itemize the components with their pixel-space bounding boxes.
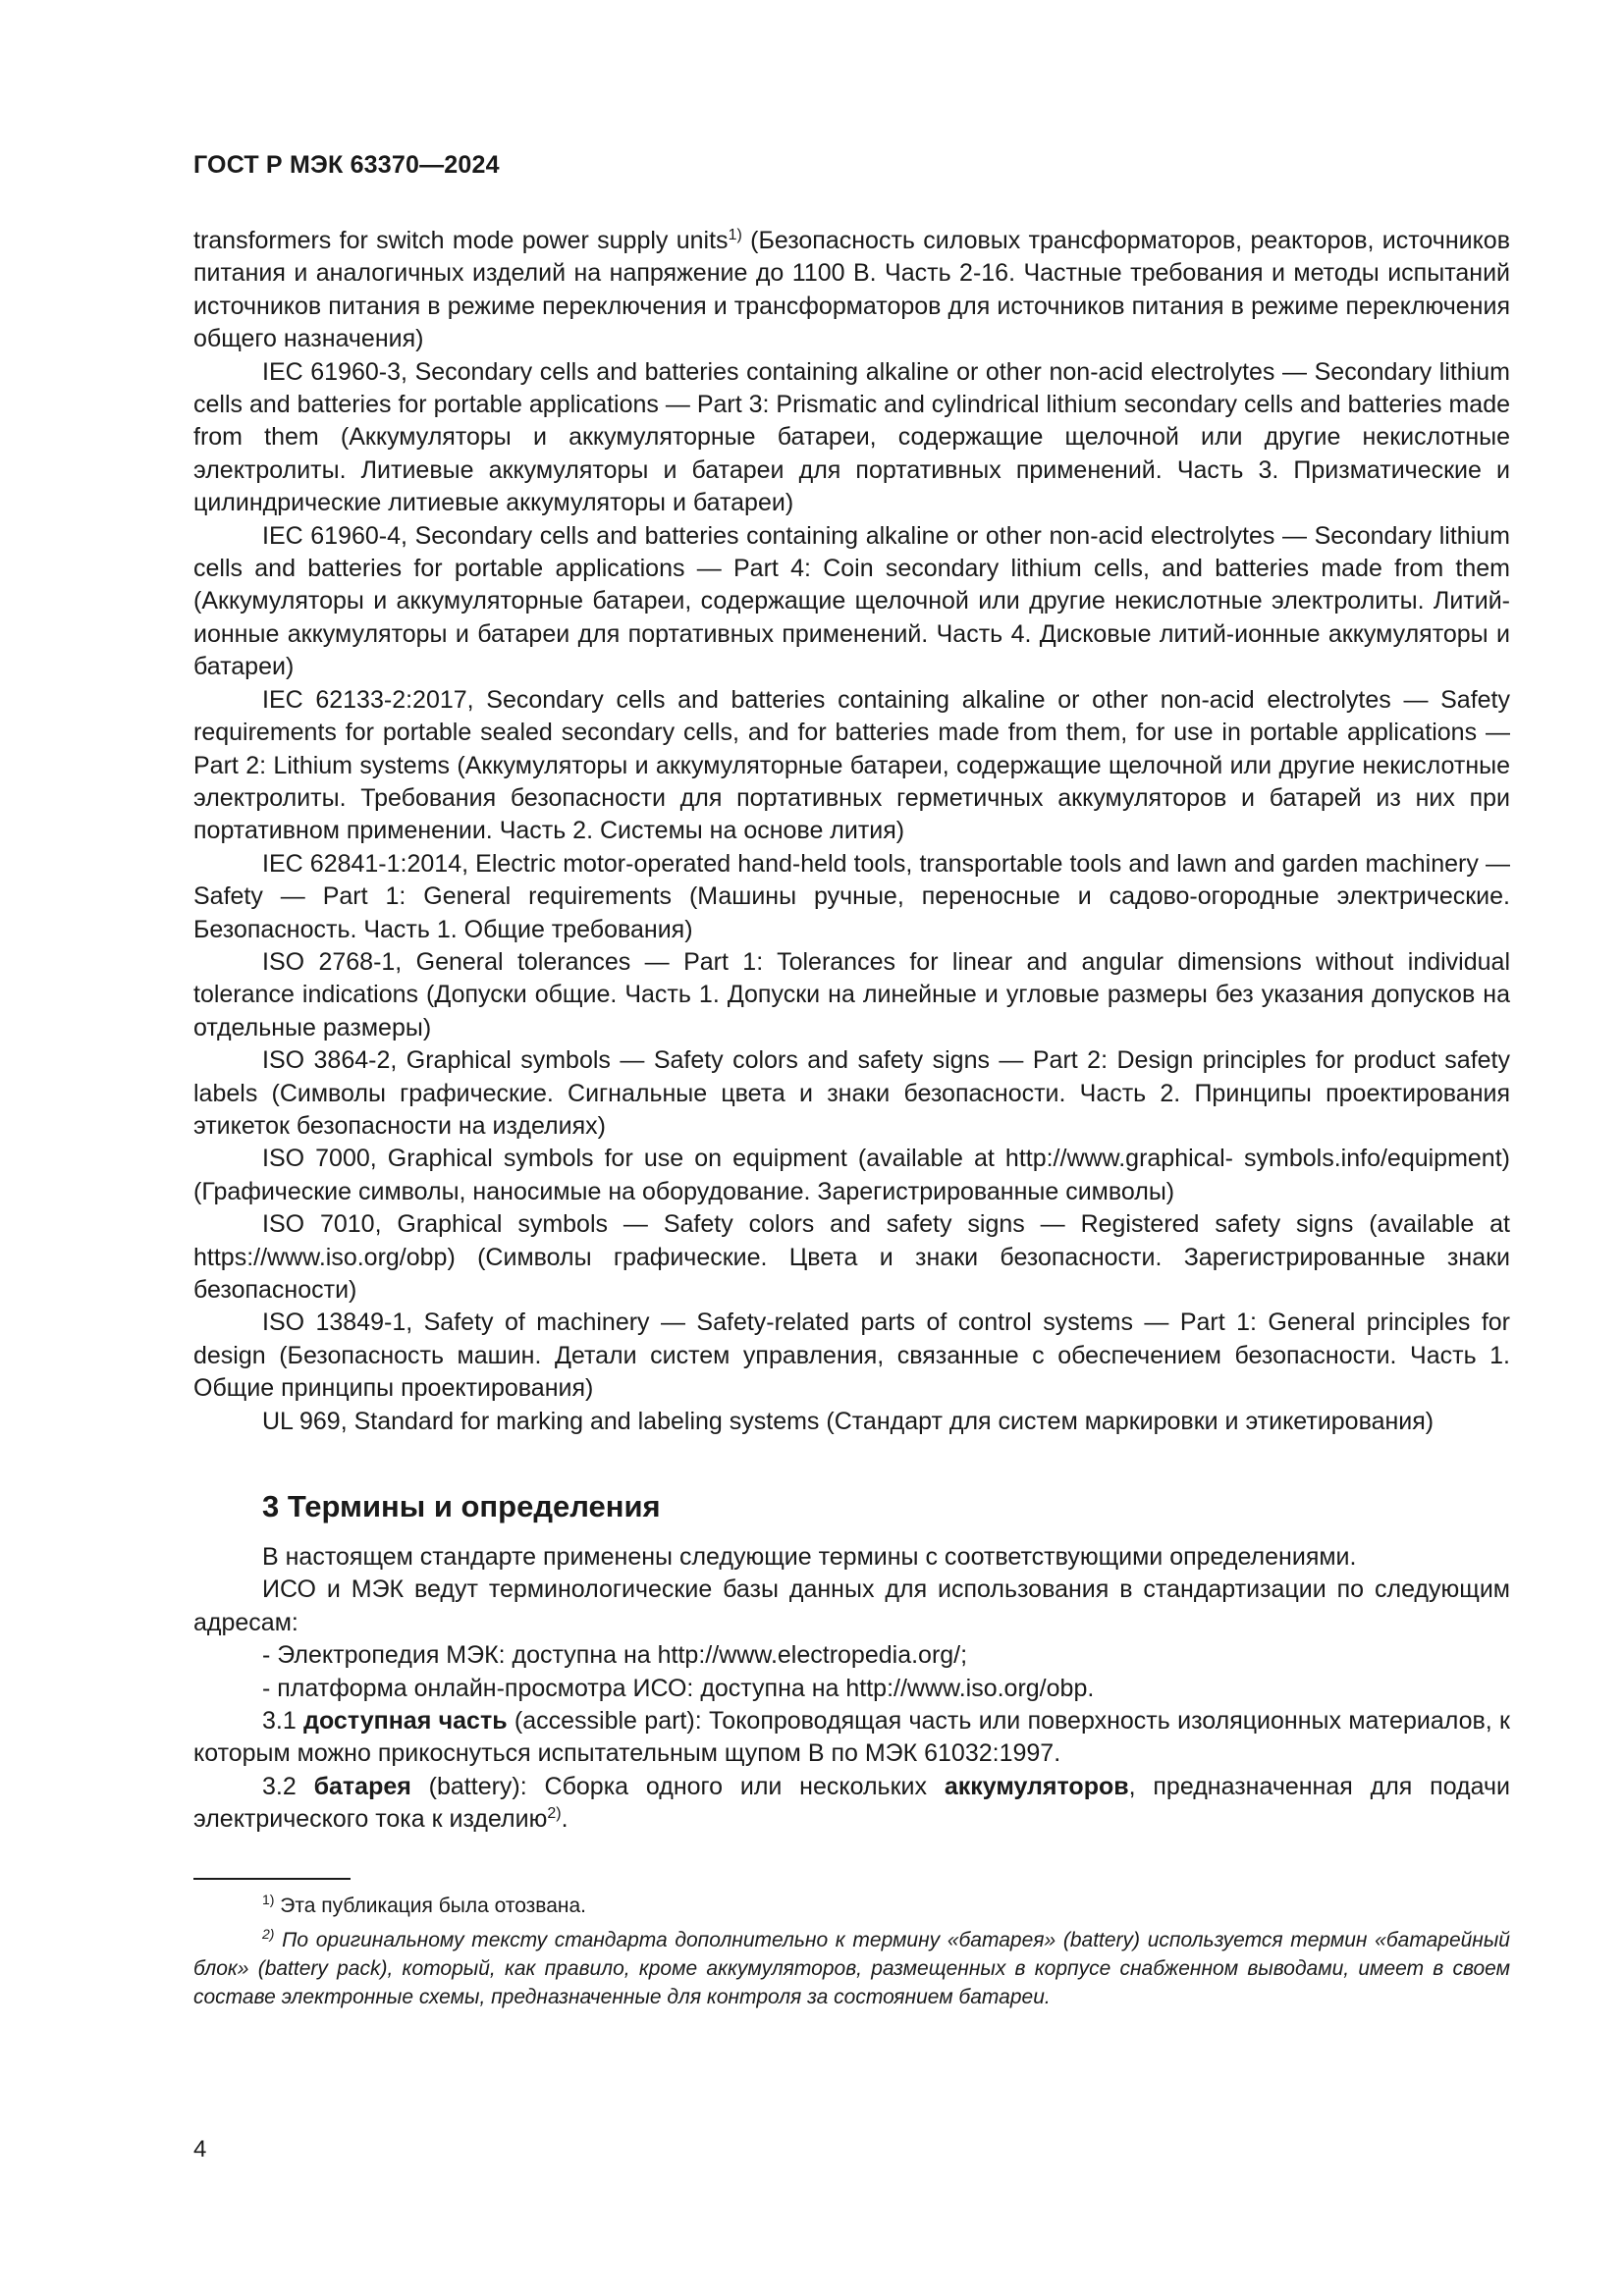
term-definition-3-1: 3.1 доступная часть (accessible part): Токопроводящая часть или поверхность изоляционных материалов, к которым можно прикоснуться испытательным щупом В по МЭК 61032:1997. — [193, 1707, 1510, 1768]
footnotes — [193, 1892, 1510, 2011]
reference-item: IEC 61960-3, Secondary cells and batteries containing alkaline or other non-acid electrolytes — Secondary lithium cells and batteries for portable applications — Part 3: Prismatic and cylindrical lithium secondary cells and batteries made from them (Аккумуляторы и аккумуляторные батареи, содержащие щелочной или другие некислотные электролиты. Литиевые аккумуляторы и батареи для портативных применений. Часть 3. Призматические и цилиндрические литиевые аккумуляторы и батареи) — [193, 357, 1510, 517]
reference-item: UL 969, Standard for marking and labeling systems (Стандарт для систем маркировки и этикетирования) — [262, 1407, 1435, 1435]
section-heading: 3 Термины и определения — [262, 1489, 661, 1524]
reference-item: ISO 2768-1, General tolerances — Part 1: Tolerances for linear and angular dimensions without individual tolerance indications (Допуски общие. Часть 1. Допуски на линейные и угловые размеры без указания допусков на отдельные размеры) — [193, 947, 1510, 1041]
reference-item: IEC 62841-1:2014, Electric motor-operated hand-held tools, transportable tools and lawn and garden machinery — Safety — Part 1: General requirements (Машины ручные, переносные и садово-огородные электрические. Безопасность. Часть 1. Общие требования) — [193, 849, 1510, 943]
reference-item: ISO 13849-1, Safety of machinery — Safety-related parts of control systems — Part 1: General principles for design (Безопасность машин. Детали систем управления, связанные с обеспечением безопасности. Часть 1. Общие принципы проектирования) — [193, 1308, 1510, 1403]
section-intro: В настоящем стандарте применены следующие термины с соответствующими определениями. — [262, 1543, 1357, 1572]
page-body — [193, 225, 1510, 2017]
term-definition-3-2: 3.2 батарея (battery): Сборка одного или нескольких аккумуляторов, предназначенная для подачи электрического тока к изделию$^{2)}$. — [193, 1772, 1510, 1834]
footnote-1: $^{1)}$ Эта публикация была отозвана. — [262, 1891, 587, 1917]
reference-item: IEC 62133-2:2017, Secondary cells and batteries containing alkaline or other non-acid electrolytes — Safety requirements for portable sealed secondary cells, and for batteries made from them, for use in portable applications — Part 2: Lithium systems (Аккумуляторы и аккумуляторные батареи, содержащие щелочной или другие некислотные электролиты. Требования безопасности для портативных герметичных аккумуляторов и батарей из них при портативном применении. Часть 2. Системы на основе лития) — [193, 685, 1510, 845]
reference-item: ISO 3864-2, Graphical symbols — Safety colors and safety signs — Part 2: Design principles for product safety labels (Символы графические. Сигнальные цвета и знаки безопасности. Часть 2. Принципы проектирования этикеток безопасности на изделиях) — [193, 1046, 1510, 1140]
terminology-databases: ИСО и МЭК ведут терминологические базы данных для использования в стандартизации по следующим адресам: — [193, 1575, 1510, 1636]
footnote-ref-1: 1) — [728, 227, 742, 243]
footnote-2: $^{2)}$ По оригинальному тексту стандарта дополнительно к термину «батарея» (battery) используется термин «батарейный блок» (battery pack), который, как правило, кроме аккумуляторов, размещенных в корпусе снабженном выводами, имеет в своем составе электронные схемы, предназначенные для контроля за состоянием батареи. — [193, 1925, 1510, 2008]
footnote-ref-2: 2) — [547, 1805, 562, 1823]
list-item: - Электропедия МЭК: доступна на http://www.electropedia.org/; — [262, 1641, 968, 1670]
term-cells: аккумуляторов — [944, 1772, 1129, 1800]
reference-continuation: transformers for switch mode power supply units$^{1)}$ (Безопасность силовых трансформаторов, реакторов, источников питания и аналогичных изделий на напряжение до 1100 В. Часть 2-16. Частные требования и методы испытаний источников питания в режиме переключения и трансформаторов для источников питания в режиме переключения общего назначения) — [193, 227, 1510, 353]
term-battery: батарея — [313, 1772, 411, 1800]
footnote-divider — [193, 1878, 351, 1880]
document-header: ГОСТ Р МЭК 63370—2024 — [193, 151, 500, 179]
reference-item: IEC 61960-4, Secondary cells and batteries containing alkaline or other non-acid electrolytes — Secondary lithium cells and batteries for portable applications — Part 4: Coin secondary lithium cells, and batteries made from them (Аккумуляторы и аккумуляторные батареи, содержащие щелочной или другие некислотные электролиты. Литий-ионные аккумуляторы и батареи для портативных применений. Часть 4. Дисковые литий-ионные аккумуляторы и батареи) — [193, 521, 1510, 681]
reference-item: ISO 7010, Graphical symbols — Safety colors and safety signs — Registered safety signs (available at https://www.iso.org/obp) (Символы графические. Цвета и знаки безопасности. Зарегистрированные знаки безопасности) — [193, 1210, 1510, 1304]
term-accessible-part: доступная часть — [303, 1707, 508, 1735]
list-item: - платформа онлайн-просмотра ИСО: доступна на http://www.iso.org/obp. — [262, 1674, 1095, 1702]
reference-item: ISO 7000, Graphical symbols for use on equipment (available at http://www.graphical- symbols.info/equipment) (Графические символы, наносимые на оборудование. Зарегистрированные символы) — [193, 1145, 1510, 1205]
page-number: 4 — [193, 2136, 207, 2163]
